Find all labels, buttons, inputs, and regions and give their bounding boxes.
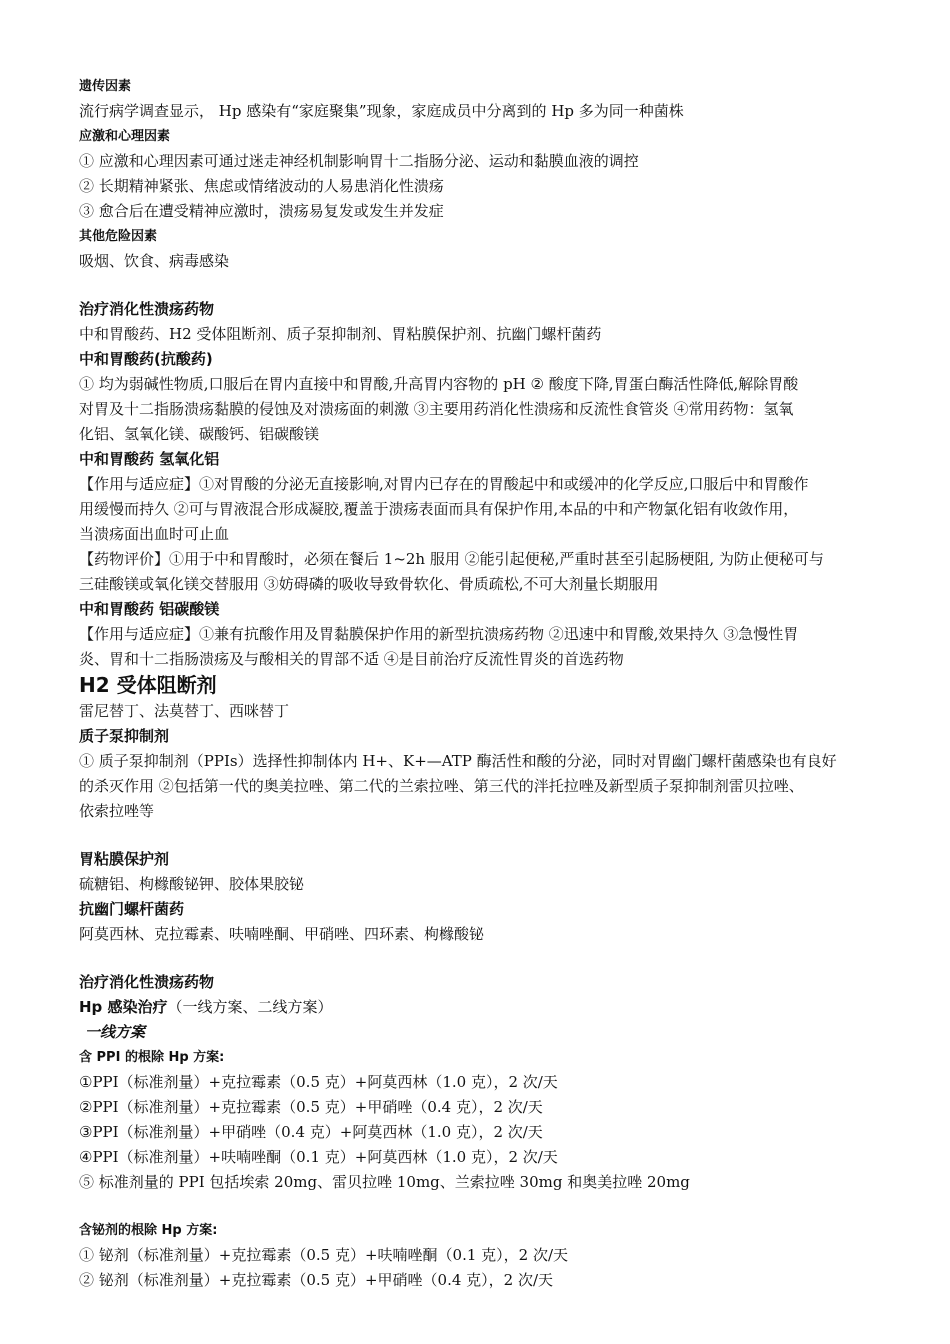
blank-line xyxy=(79,824,890,847)
ppi-line-3: 依索拉唑等 xyxy=(79,802,155,820)
indication-line-3: 当溃疡面出血时可止血 xyxy=(79,525,230,543)
drugs-heading: 治疗消化性溃疡药物 xyxy=(79,300,215,318)
hp-treatment-heading xyxy=(79,995,890,1020)
ppi-regimen-1: ①PPI（标准剂量）+克拉霉素（0.5 克）+阿莫西林（1.0 克），2 次/天 xyxy=(79,1073,558,1091)
indication-line-1: 【作用与适应症】①对胃酸的分泌无直接影响,对胃内已存在的胃酸起中和或缓冲的化学反应,口服后中和胃酸作 xyxy=(79,475,809,493)
bismuth-regimen-1: ① 铋剂（标准剂量）+克拉霉素（0.5 克）+呋喃唑酮（0.1 克），2 次/天 xyxy=(79,1246,569,1264)
hydrotalcite-line-1: 【作用与适应症】①兼有抗酸作用及胃黏膜保护作用的新型抗溃疡药物 ②迅速中和胃酸,效果持久 ③急慢性胃 xyxy=(79,625,799,643)
hp-treatment-title: Hp 感染治疗 xyxy=(79,998,168,1016)
anti-hp-heading: 抗幽门螺杆菌药 xyxy=(79,900,185,918)
bismuth-regimen-2: ② 铋剂（标准剂量）+克拉霉素（0.5 克）+甲硝唑（0.4 克），2 次/天 xyxy=(79,1271,554,1289)
h2-heading: H2 受体阻断剂 xyxy=(79,673,217,697)
antacid-line-3: 化铝、氢氧化镁、碳酸钙、铝碳酸镁 xyxy=(79,425,320,443)
genetic-text: 流行病学调查显示， Hp 感染有“家庭聚集”现象，家庭成员中分离到的 Hp 多为同一种菌株 xyxy=(79,102,684,120)
ppi-regimen-heading: 含 PPI 的根除 Hp 方案: xyxy=(79,1050,225,1065)
treatment-heading: 治疗消化性溃疡药物 xyxy=(79,973,215,991)
hydrotalcite-paragraph xyxy=(79,622,890,672)
hydrotalcite-heading: 中和胃酸药 铝碳酸镁 xyxy=(79,600,220,618)
stress-item-2: ② 长期精神紧张、焦虑或情绪波动的人易患消化性溃疡 xyxy=(79,177,444,195)
genetic-heading: 遗传因素 xyxy=(79,79,132,94)
ppi-regimen-2: ②PPI（标准剂量）+克拉霉素（0.5 克）+甲硝唑（0.4 克），2 次/天 xyxy=(79,1098,543,1116)
hydrotalcite-line-2: 炎、胃和十二指肠溃疡及与酸相关的胃部不适 ④是目前治疗反流性胃炎的首选药物 xyxy=(79,650,624,668)
stress-item-3: ③ 愈合后在遭受精神应激时，溃疡易复发或发生并发症 xyxy=(79,202,444,220)
ppi-paragraph xyxy=(79,749,890,824)
hp-treatment-note: （一线方案、二线方案） xyxy=(167,998,333,1016)
antacid-paragraph xyxy=(79,372,890,447)
ppi-line-2: 的杀灭作用 ②包括第一代的奥美拉唑、第二代的兰索拉唑、第三代的泮托拉唑及新型质子泵抑制剂雷贝拉唑、 xyxy=(79,777,804,795)
first-line-heading: 一线方案 xyxy=(85,1023,146,1041)
aluminum-hydroxide-indication xyxy=(79,472,890,547)
h2-text: 雷尼替丁、法莫替丁、西咪替丁 xyxy=(79,702,290,720)
mucosal-text: 硫糖铝、枸橼酸铋钾、胶体果胶铋 xyxy=(79,875,305,893)
stress-heading: 应激和心理因素 xyxy=(79,129,171,144)
evaluation-line-2: 三硅酸镁或氧化镁交替服用 ③妨碍磷的吸收导致骨软化、骨质疏松,不可大剂量长期服用 xyxy=(79,575,659,593)
other-risk-heading: 其他危险因素 xyxy=(79,229,158,244)
ppi-regimen-3: ③PPI（标准剂量）+甲硝唑（0.4 克）+阿莫西林（1.0 克），2 次/天 xyxy=(79,1123,543,1141)
antacid-heading: 中和胃酸药(抗酸药) xyxy=(79,350,213,368)
drugs-text: 中和胃酸药、H2 受体阻断剂、质子泵抑制剂、胃粘膜保护剂、抗幽门螺杆菌药 xyxy=(79,325,602,343)
blank-line xyxy=(79,947,890,970)
ppi-regimen-5: ⑤ 标准剂量的 PPI 包括埃索 20mg、雷贝拉唑 10mg、兰索拉唑 30mg 和奥美拉唑 20mg xyxy=(79,1173,690,1191)
anti-hp-text: 阿莫西林、克拉霉素、呋喃唑酮、甲硝唑、四环素、枸橼酸铋 xyxy=(79,925,485,943)
stress-item-1: ① 应激和心理因素可通过迷走神经机制影响胃十二指肠分泌、运动和黏膜血液的调控 xyxy=(79,152,639,170)
antacid-line-2: 对胃及十二指肠溃疡黏膜的侵蚀及对溃疡面的刺激 ③主要用药消化性溃疡和反流性食管炎 ④常用药物：氢氧 xyxy=(79,400,794,418)
antacid-line-1: ① 均为弱碱性物质,口服后在胃内直接中和胃酸,升高胃内容物的 pH ② 酸度下降,胃蛋白酶活性降低,解除胃酸 xyxy=(79,375,799,393)
ppi-heading: 质子泵抑制剂 xyxy=(79,727,170,745)
evaluation-line-1: 【药物评价】①用于中和胃酸时，必须在餐后 1~2h 服用 ②能引起便秘,严重时甚至引起肠梗阻, 为防止便秘可与 xyxy=(79,550,824,568)
blank-line xyxy=(79,1195,890,1218)
ppi-regimen-4: ④PPI（标准剂量）+呋喃唑酮（0.1 克）+阿莫西林（1.0 克），2 次/天 xyxy=(79,1148,558,1166)
mucosal-heading: 胃粘膜保护剂 xyxy=(79,850,170,868)
aluminum-hydroxide-heading: 中和胃酸药 氢氧化铝 xyxy=(79,450,220,468)
ppi-line-1: ① 质子泵抑制剂（PPIs）选择性抑制体内 H+、K+—ATP 酶活性和酸的分泌，同时对胃幽门螺杆菌感染也有良好 xyxy=(79,752,837,770)
bismuth-regimen-heading: 含铋剂的根除 Hp 方案: xyxy=(79,1223,218,1238)
blank-line xyxy=(79,274,890,297)
indication-line-2: 用缓慢而持久 ②可与胃液混合形成凝胶,覆盖于溃疡表面而具有保护作用,本品的中和产物氯化铝有收敛作用， xyxy=(79,500,799,518)
other-risk-text: 吸烟、饮食、病毒感染 xyxy=(79,252,230,270)
aluminum-hydroxide-evaluation xyxy=(79,547,890,597)
